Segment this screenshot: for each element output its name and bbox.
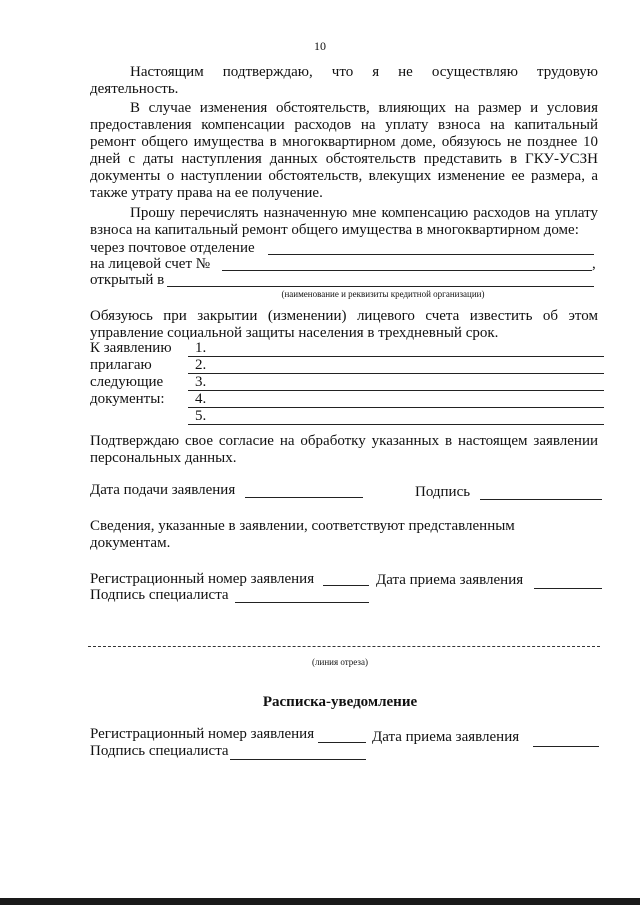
attachment-field-5[interactable] bbox=[188, 424, 604, 425]
receipt-specialist-signature-label: Подпись специалиста bbox=[90, 743, 229, 759]
submission-date-label: Дата подачи заявления bbox=[90, 482, 236, 498]
cut-line bbox=[88, 646, 600, 647]
attachment-number: 5. bbox=[195, 408, 207, 424]
attachments-label-line: следующие bbox=[90, 374, 164, 390]
receipt-title: Расписка-уведомление bbox=[262, 694, 418, 710]
accept-date-label: Дата приема заявления bbox=[376, 572, 524, 588]
account-comma: , bbox=[592, 256, 596, 272]
post-office-field[interactable] bbox=[268, 254, 594, 255]
attachments-label-line: документы: bbox=[90, 391, 165, 407]
account-change-obligation: Обязуюсь при закрытии (изменении) лицевого счета известить об этом управление социальной защиты населения в трехдневный срок. bbox=[90, 308, 598, 341]
accept-date-field[interactable] bbox=[534, 588, 602, 589]
change-obligation-paragraph: В случае изменения обстоятельств, влияющих на размер и условия предоставления компенсации расходов на уплату взноса на капитальный ремонт общего имущества в многоквартирном доме, обязуюсь не позднее 10 дней с даты наступления данных обстоятельств представить в ГКУ-УСЗН документы о наступлении обстоятельств, влекущих изменение ее размера, а также утрату права на ее получение. bbox=[90, 100, 598, 201]
consent-paragraph: Подтверждаю свое согласие на обработку указанных в настоящем заявлении персональных данных. bbox=[90, 433, 598, 466]
receipt-reg-number-label: Регистрационный номер заявления bbox=[90, 726, 315, 742]
attachment-field-2[interactable] bbox=[188, 373, 604, 374]
opened-in-label: открытый в bbox=[90, 272, 165, 288]
attachments-label-line: прилагаю bbox=[90, 357, 152, 373]
payment-request-intro: Прошу перечислять назначенную мне компенсацию расходов на уплату взноса на капитальный ремонт общего имущества в многоквартирном доме: bbox=[90, 205, 598, 238]
submission-date-field[interactable] bbox=[245, 497, 363, 498]
applicant-signature-label: Подпись bbox=[415, 484, 471, 500]
receipt-specialist-signature-field[interactable] bbox=[230, 759, 366, 760]
confirm-no-work-line1: Настоящим подтверждаю, что я не осуществляю трудовую bbox=[130, 64, 598, 80]
page-number: 10 bbox=[314, 39, 326, 53]
attachment-number: 1. bbox=[195, 340, 207, 356]
account-number-field[interactable] bbox=[222, 270, 592, 271]
attachment-field-4[interactable] bbox=[188, 407, 604, 408]
cut-line-label: (линия отреза) bbox=[312, 657, 368, 667]
attachment-number: 4. bbox=[195, 391, 207, 407]
bank-details-hint: (наименование и реквизиты кредитной организации) bbox=[281, 289, 485, 299]
attachment-field-1[interactable] bbox=[188, 356, 604, 357]
reg-number-field[interactable] bbox=[323, 585, 369, 586]
verification-statement: Сведения, указанные в заявлении, соответствуют представленным документам. bbox=[90, 518, 515, 551]
bank-details-field[interactable] bbox=[167, 286, 594, 287]
receipt-reg-number-field[interactable] bbox=[318, 742, 366, 743]
attachment-number: 3. bbox=[195, 374, 207, 390]
applicant-signature-field[interactable] bbox=[480, 499, 602, 500]
reg-number-label: Регистрационный номер заявления bbox=[90, 571, 315, 587]
scan-edge bbox=[0, 898, 640, 905]
account-label: на лицевой счет № bbox=[90, 256, 211, 272]
receipt-accept-date-field[interactable] bbox=[533, 746, 599, 747]
specialist-signature-field[interactable] bbox=[235, 602, 369, 603]
receipt-accept-date-label: Дата приема заявления bbox=[372, 729, 520, 745]
specialist-signature-label: Подпись специалиста bbox=[90, 587, 229, 603]
attachment-field-3[interactable] bbox=[188, 390, 604, 391]
attachments-label-line: К заявлению bbox=[90, 340, 172, 356]
attachment-number: 2. bbox=[195, 357, 207, 373]
post-office-label: через почтовое отделение bbox=[90, 240, 255, 256]
confirm-no-work-line2: деятельность. bbox=[90, 81, 179, 97]
